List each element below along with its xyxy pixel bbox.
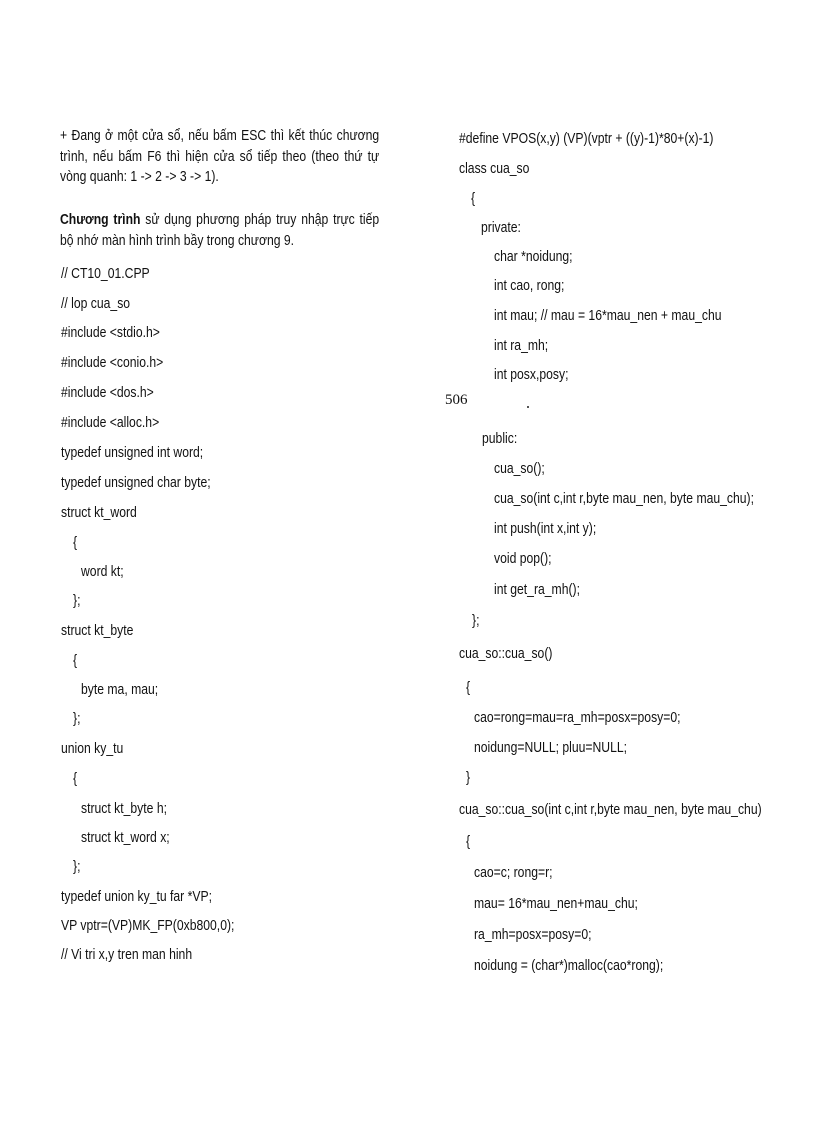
program-paragraph-text: sử dụng phương pháp truy nhập trực tiếp bộ nhớ màn hình trình bầy trong chương 9. (60, 212, 380, 249)
code-line: noidung=NULL; pluu=NULL; (474, 740, 628, 756)
code-line: // lop cua_so (61, 296, 131, 312)
program-bold-label: Chương trình (60, 212, 141, 228)
code-line: mau= 16*mau_nen+mau_chu; (474, 896, 638, 912)
code-line: private: (481, 220, 521, 236)
code-line: }; (73, 859, 81, 875)
code-line: public: (482, 431, 518, 447)
code-line: { (471, 191, 476, 207)
cut-off-line (494, 366, 694, 383)
code-line: } (466, 770, 471, 786)
code-line: int push(int x,int y); (494, 521, 597, 537)
code-line: typedef unsigned char byte; (61, 475, 211, 491)
code-line: typedef union ky_tu far *VP; (61, 889, 212, 905)
code-line: cua_so(int c,int r,byte mau_nen, byte mau_chu); (494, 491, 754, 507)
code-line: cao=rong=mau=ra_mh=posx=posy=0; (474, 710, 681, 726)
code-line: }; (73, 711, 81, 727)
code-line: noidung = (char*)malloc(cao*rong); (474, 958, 664, 974)
code-line: { (73, 771, 78, 787)
code-line: #include <conio.h> (61, 355, 164, 371)
code-line: int cao, rong; (494, 278, 565, 294)
code-line: typedef unsigned int word; (61, 445, 204, 461)
code-line: union ky_tu (61, 741, 124, 757)
code-line: #include <dos.h> (61, 385, 154, 401)
code-line: struct kt_word (61, 505, 137, 521)
code-line: ra_mh=posx=posy=0; (474, 927, 592, 943)
code-line: class cua_so (459, 161, 530, 177)
code-line: struct kt_word x; (81, 830, 170, 846)
page-number: 506 (445, 392, 468, 408)
code-line: char *noidung; (494, 249, 573, 265)
scan-mark (527, 406, 529, 408)
code-line: word kt; (81, 564, 124, 580)
code-line: cua_so::cua_so(int c,int r,byte mau_nen, byte mau_chu) (459, 802, 762, 818)
code-line: #include <alloc.h> (61, 415, 160, 431)
code-line: void pop(); (494, 551, 552, 567)
code-line: { (73, 653, 78, 669)
code-line: { (73, 535, 78, 551)
code-line: VP vptr=(VP)MK_FP(0xb800,0); (61, 918, 235, 934)
code-line: }; (472, 613, 480, 629)
code-line: #include <stdio.h> (61, 325, 160, 341)
code-line: { (466, 680, 471, 696)
code-line: int get_ra_mh(); (494, 582, 580, 598)
code-line: cua_so::cua_so() (459, 646, 553, 662)
code-line: }; (73, 593, 81, 609)
code-line: int posx,posy; (494, 367, 569, 383)
code-line: #define VPOS(x,y) (VP)(vptr + ((y)-1)*80+(x)-1) (459, 131, 714, 147)
code-line: byte ma, mau; (81, 682, 159, 698)
code-line: struct kt_byte h; (81, 801, 167, 817)
program-paragraph (60, 210, 379, 251)
intro-paragraph: + Đang ở một cửa sổ, nếu bấm ESC thì kết thúc chương trình, nếu bấm F6 thì hiện cửa sổ tiếp theo (theo thứ tự vòng quanh: 1 -> 2 -> 3 -> 1). (60, 128, 380, 185)
code-line: // CT10_01.CPP (61, 266, 150, 282)
code-line: cua_so(); (494, 461, 545, 477)
code-line: // Vi tri x,y tren man hinh (61, 947, 193, 963)
code-line: cao=c; rong=r; (474, 865, 553, 881)
code-line: int ra_mh; (494, 338, 549, 354)
code-line: struct kt_byte (61, 623, 134, 639)
code-line: { (466, 834, 471, 850)
code-line: int mau; // mau = 16*mau_nen + mau_chu (494, 308, 722, 324)
